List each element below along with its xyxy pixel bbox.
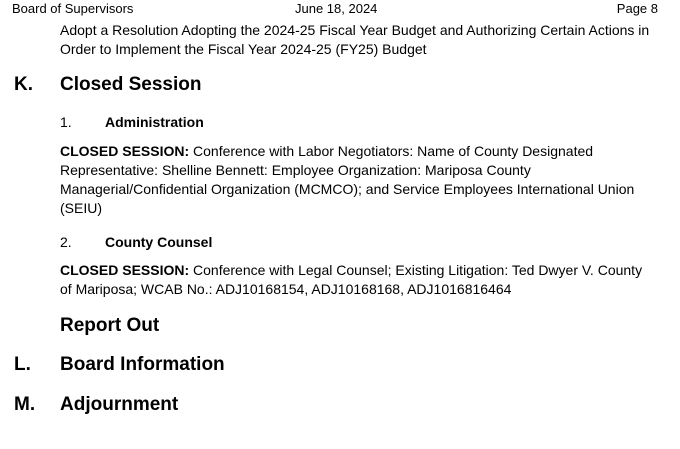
item-1-label: CLOSED SESSION: <box>60 143 190 159</box>
header-date: June 18, 2024 <box>295 1 378 16</box>
section-l-title: Board Information <box>60 354 225 375</box>
section-k-letter: K. <box>14 74 33 95</box>
item-2-text: Conference with Legal Counsel; Existing Litigation: Ted Dwyer V. County of Mariposa; WCAB No.: ADJ10168154, ADJ10168168, ADJ1016816464 <box>60 262 643 297</box>
item-2-number: 2. <box>60 234 72 250</box>
section-k-title: Closed Session <box>60 74 202 95</box>
item-1-description <box>60 142 656 218</box>
header-board-name: Board of Supervisors <box>12 1 134 16</box>
report-out-heading: Report Out <box>60 315 160 336</box>
item-1-text: Conference with Labor Negotiators: Name of County Designated Representative: Shelline Bennett: Employee Organization: Mariposa County Managerial/Confidential Organization (MCMCO); and Service Employees International Union (SEIU) <box>60 143 635 216</box>
item-2-label: CLOSED SESSION: <box>60 262 190 278</box>
item-2-description <box>60 261 656 299</box>
header-page-number: Page 8 <box>616 1 658 16</box>
section-m-title: Adjournment <box>60 394 179 415</box>
section-m-letter: M. <box>14 394 36 415</box>
section-l-letter: L. <box>14 354 31 375</box>
item-2-title: County Counsel <box>105 234 213 250</box>
item-1-number: 1. <box>60 114 72 130</box>
item-1-title: Administration <box>105 114 204 130</box>
intro-paragraph: Adopt a Resolution Adopting the 2024-25 Fiscal Year Budget and Authorizing Certain Actions in Order to Implement the Fiscal Year 2024-25 (FY25) Budget <box>60 22 650 57</box>
